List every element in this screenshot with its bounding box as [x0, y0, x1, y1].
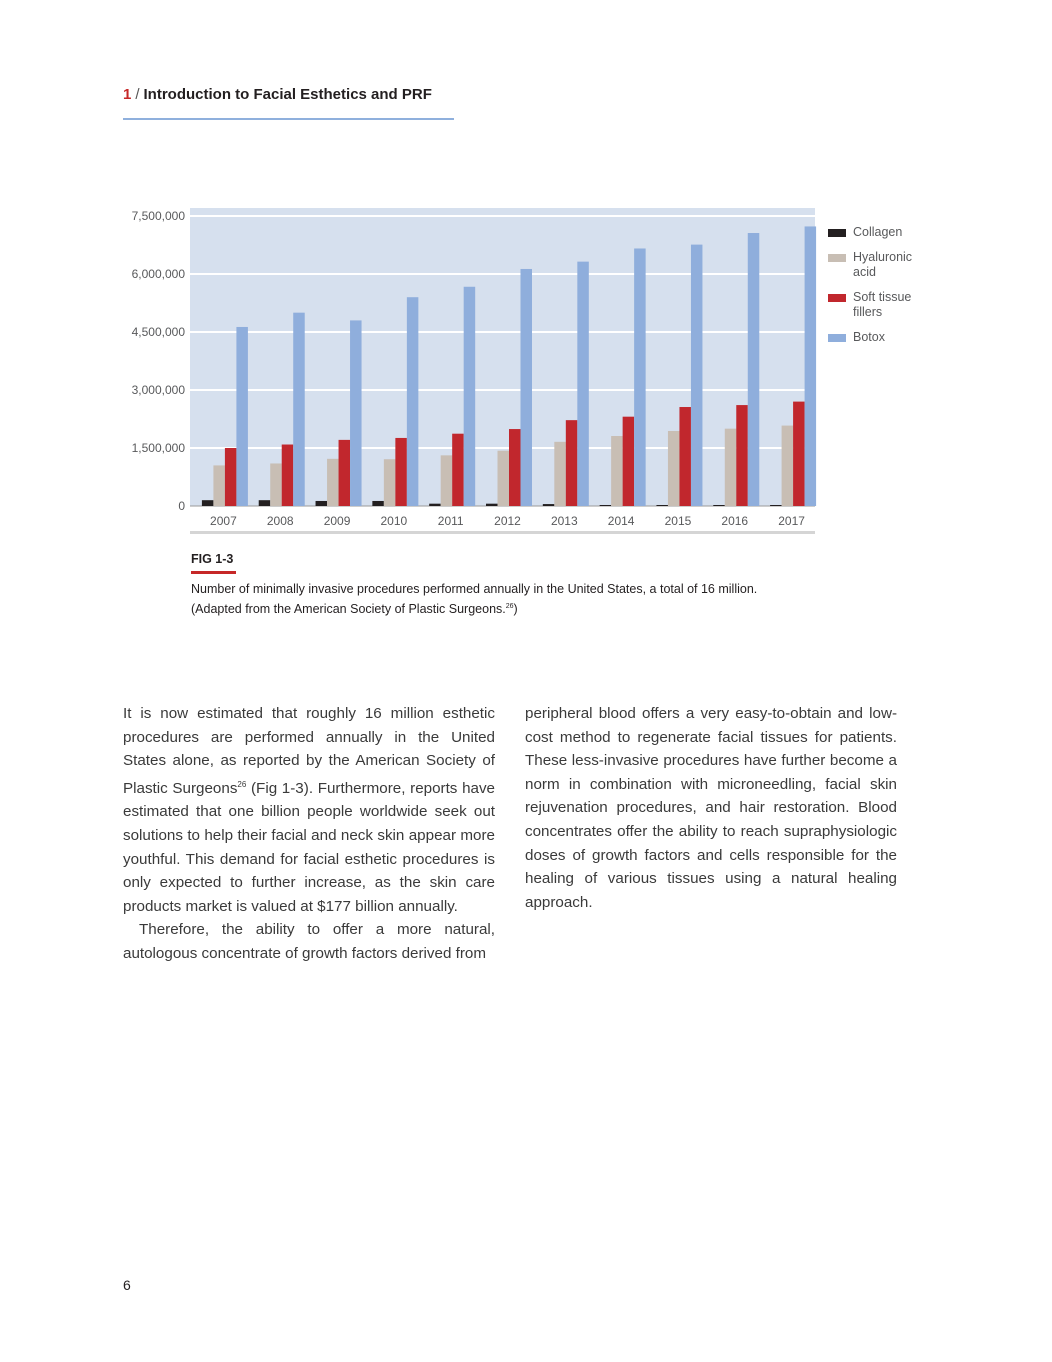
bar-collagen-2008	[259, 500, 271, 506]
bar-soft-tissue-fillers-2010	[395, 438, 407, 506]
bar-hyaluronic-acid-2014	[611, 436, 623, 506]
bar-soft-tissue-fillers-2017	[793, 402, 805, 506]
body-column-right	[525, 702, 897, 914]
legend-label-soft-tissue-fillers: Soft tissue fillers	[853, 290, 912, 319]
x-tick-label: 2012	[494, 514, 521, 528]
bar-botox-2017	[805, 226, 817, 506]
bar-hyaluronic-acid-2016	[725, 429, 737, 506]
bar-botox-2009	[350, 320, 362, 506]
bar-hyaluronic-acid-2013	[554, 442, 566, 506]
bar-soft-tissue-fillers-2014	[623, 417, 635, 506]
legend-label-botox: Botox	[853, 330, 885, 344]
bar-soft-tissue-fillers-2009	[339, 440, 351, 506]
x-tick-label: 2008	[266, 514, 294, 528]
bar-hyaluronic-acid-2012	[498, 451, 510, 506]
bar-collagen-2009	[316, 501, 328, 506]
y-tick-label: 0	[178, 499, 185, 513]
x-tick-label: 2007	[210, 514, 237, 528]
y-tick-label: 4,500,000	[131, 325, 185, 339]
y-tick-label: 3,000,000	[131, 383, 185, 397]
chapter-title: Introduction to Facial Esthetics and PRF	[143, 86, 432, 103]
legend-item-hyaluronic-acid	[828, 250, 948, 280]
bar-hyaluronic-acid-2008	[270, 463, 282, 506]
bar-chart	[115, 200, 830, 540]
legend-swatch-soft-tissue-fillers	[828, 294, 846, 302]
running-header	[123, 86, 454, 120]
bar-collagen-2013	[543, 504, 555, 506]
bar-botox-2011	[464, 287, 476, 506]
caption-source-close: )	[513, 602, 518, 617]
bar-soft-tissue-fillers-2011	[452, 434, 464, 506]
body-text: It is now estimated that roughly 16 million esthetic procedures are performed annually in the United States alone, as reported by the American Society of Plastic Surgeons	[123, 705, 495, 797]
bar-botox-2008	[293, 313, 305, 506]
bar-collagen-2016	[713, 505, 725, 506]
x-axis-base-rule	[190, 531, 815, 534]
figure-label: FIG 1-3	[191, 552, 234, 566]
x-tick-label: 2017	[778, 514, 805, 528]
y-tick-label: 1,500,000	[131, 441, 185, 455]
bar-hyaluronic-acid-2010	[384, 459, 396, 506]
x-tick-label: 2010	[380, 514, 408, 528]
x-tick-label: 2016	[721, 514, 749, 528]
bar-botox-2014	[634, 248, 646, 506]
legend-swatch-botox	[828, 334, 846, 342]
caption-source: (Adapted from the American Society of Plastic Surgeons.	[191, 602, 506, 617]
body-paragraph-1	[123, 702, 495, 918]
bar-collagen-2015	[656, 505, 668, 506]
x-tick-label: 2014	[607, 514, 635, 528]
body-text: (Fig 1-3). Furthermore, reports have estimated that one billion people worldwide seek out solutions to help their facial and neck skin appear more youthful. This demand for facial esthetic procedures is only expected to further increase, as the skin care products market is valued at $177 billion annually.	[123, 779, 495, 915]
figure-label-rule	[191, 571, 236, 574]
bar-botox-2013	[577, 262, 589, 506]
bar-soft-tissue-fillers-2007	[225, 448, 237, 506]
caption-main: Number of minimally invasive procedures performed annually in the United States, a total of 16 million.	[191, 582, 758, 596]
body-paragraph-2-continued: peripheral blood offers a very easy-to-obtain and low-cost method to regenerate facial tissues for patients. These less-invasive procedures have further become a norm in combination with microneedling, facial skin rejuvenation procedures, and hair restoration. Blood concentrates offer the ability to reach supraphysiologic doses of growth factors and cells responsible for the healing of various tissues using a natural healing approach.	[525, 705, 897, 911]
body-paragraph-2: Therefore, the ability to offer a more natural, autologous concentrate of growth factors derived from	[123, 921, 495, 962]
bar-collagen-2014	[600, 505, 612, 506]
y-tick-label: 7,500,000	[131, 209, 185, 223]
y-tick-label: 6,000,000	[131, 267, 185, 281]
bar-collagen-2017	[770, 505, 782, 506]
bar-botox-2010	[407, 297, 419, 506]
page-number: 6	[123, 1277, 131, 1293]
bar-botox-2007	[236, 327, 248, 506]
bar-collagen-2011	[429, 504, 441, 506]
bar-soft-tissue-fillers-2008	[282, 445, 294, 506]
chapter-number: 1	[123, 86, 132, 103]
x-tick-label: 2013	[550, 514, 578, 528]
bar-soft-tissue-fillers-2012	[509, 429, 521, 506]
caption-source-ref: 26	[505, 603, 514, 610]
bar-hyaluronic-acid-2009	[327, 459, 339, 506]
legend-swatch-hyaluronic-acid	[828, 254, 846, 262]
body-column-left	[123, 702, 495, 966]
figure-caption	[191, 580, 851, 618]
bar-botox-2015	[691, 245, 703, 506]
bar-hyaluronic-acid-2011	[441, 455, 453, 506]
bar-botox-2016	[748, 233, 760, 506]
legend-item-soft-tissue-fillers	[828, 290, 948, 320]
bar-soft-tissue-fillers-2015	[679, 407, 691, 506]
x-tick-label: 2015	[664, 514, 692, 528]
legend-item-collagen	[828, 225, 948, 240]
bar-soft-tissue-fillers-2016	[736, 405, 748, 506]
legend-swatch-collagen	[828, 229, 846, 237]
x-tick-label: 2011	[437, 514, 464, 528]
legend-label-hyaluronic-acid: Hyaluronic acid	[853, 250, 913, 279]
bar-soft-tissue-fillers-2013	[566, 420, 578, 506]
legend-item-botox	[828, 330, 948, 345]
reference-superscript: 26	[237, 779, 247, 789]
header-separator: /	[135, 86, 140, 103]
bar-hyaluronic-acid-2007	[213, 465, 225, 506]
legend-label-collagen: Collagen	[853, 225, 903, 239]
bar-hyaluronic-acid-2017	[782, 426, 794, 506]
bar-collagen-2012	[486, 504, 498, 506]
bar-botox-2012	[521, 269, 533, 506]
bar-collagen-2010	[372, 501, 384, 506]
bar-collagen-2007	[202, 500, 214, 506]
x-tick-label: 2009	[323, 514, 351, 528]
chart-legend	[828, 225, 948, 355]
bar-hyaluronic-acid-2015	[668, 431, 680, 506]
